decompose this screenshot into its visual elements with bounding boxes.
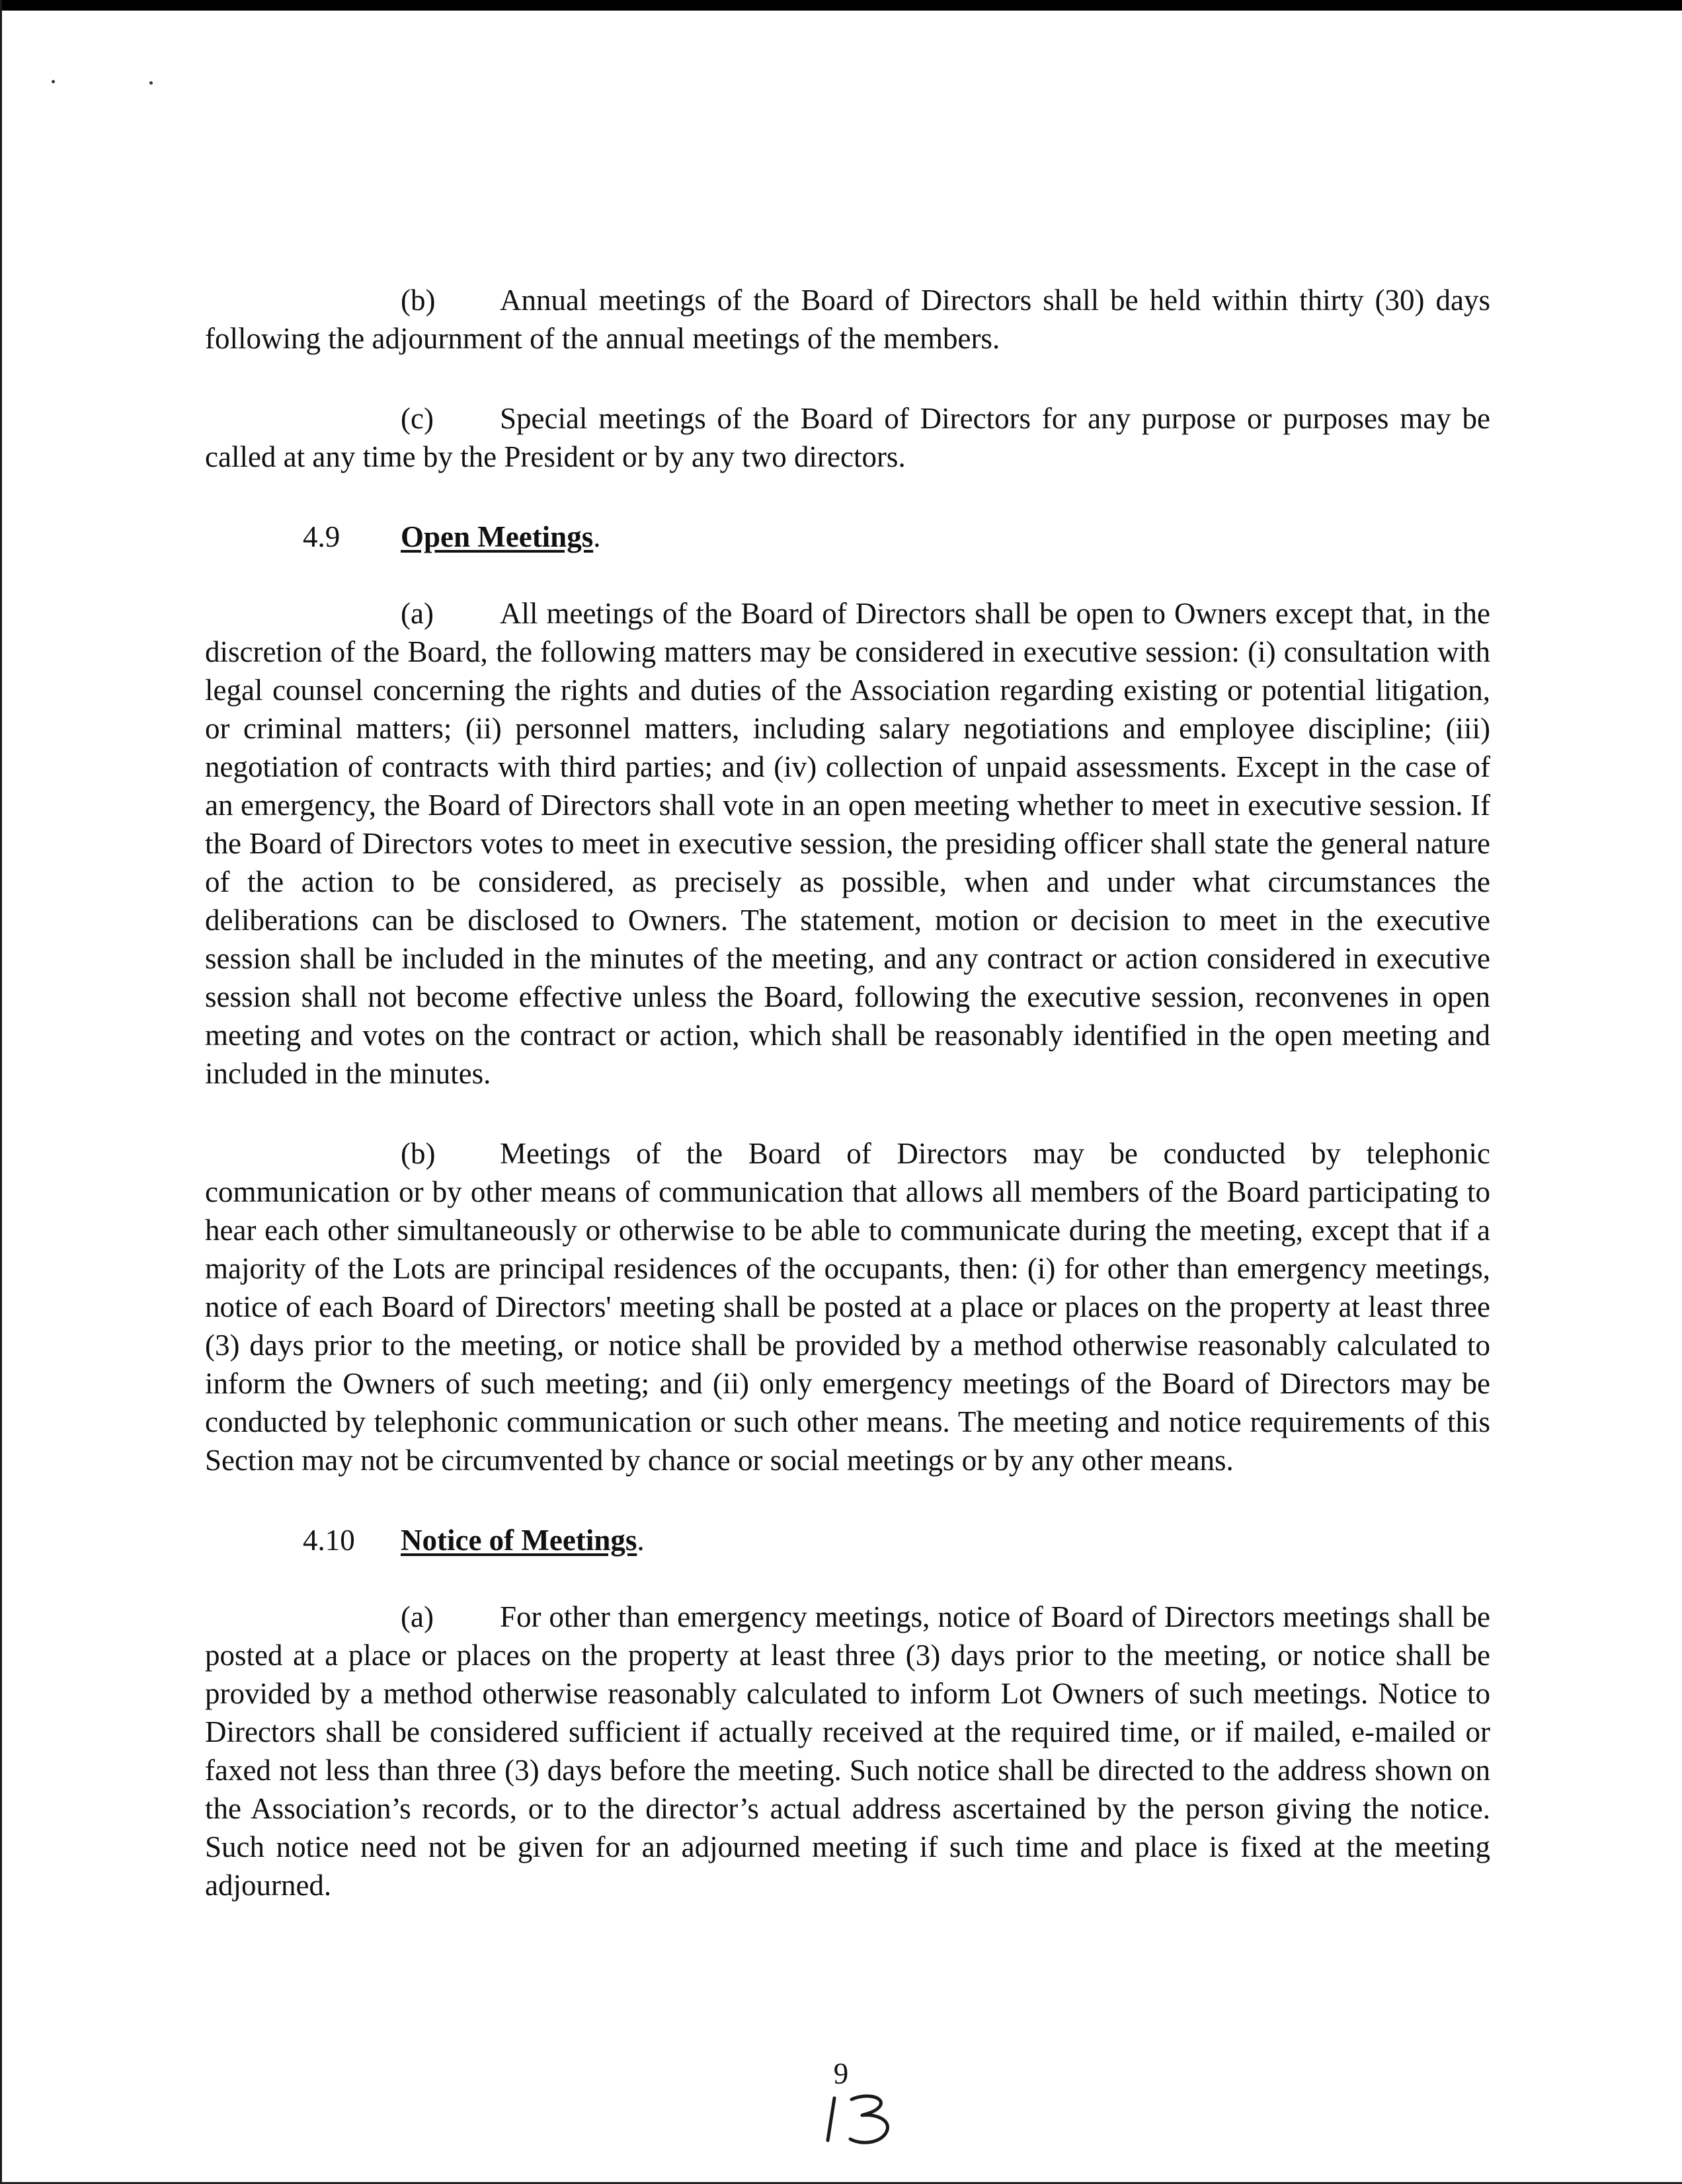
paragraph-label: (a): [401, 1600, 434, 1633]
paragraph-text: All meetings of the Board of Directors shall be open to Owners except that, in the discretion of the Board, the following matters may be considered in executive session: (i) consultation with legal counsel concerning the rights and duties of the Association regarding existing or potential litigation, or criminal matters; (ii) personnel matters, including salary negotiations and employee discipline; (iii) negotiation of contracts with third parties; and (iv) collection of unpaid assessments. Except in the case of an emergency, the Board of Directors shall vote in an open meeting whether to meet in executive session. If the Board of Directors votes to meet in executive session, the presiding officer shall state the general nature of the action to be considered, as precisely as possible, when and under what circumstances the deliberations can be disclosed to Owners. The statement, motion or decision to meet in the executive session shall be included in the minutes of the meeting, and any contract or action considered in executive session shall not become effective unless the Board, following the executive session, reconvenes in open meeting and votes on the contract or action, which shall be reasonably identified in the open meeting and included in the minutes.: [205, 597, 1490, 1090]
paragraph-text: For other than emergency meetings, notice of Board of Directors meetings shall be posted at a place or places on the property at least three (3) days prior to the meeting, or notice shall be provided by a method otherwise reasonably calculated to inform Lot Owners of such meetings. Notice to Directors shall be considered sufficient if actually received at the required time, or if mailed, e-mailed or faxed not less than three (3) days before the meeting. Such notice shall be directed to the address shown on the Association’s records, or to the director’s actual address ascertained by the person giving the notice. Such notice need not be given for an adjourned meeting if such time and place is fixed at the meeting adjourned.: [205, 1600, 1490, 1902]
paragraph-label: (b): [401, 284, 436, 317]
paragraph-4-8-c: [205, 399, 1490, 476]
paragraph-text: Annual meetings of the Board of Directors shall be held within thirty (30) days following the adjournment of the annual meetings of the members.: [205, 284, 1490, 355]
page-number: 9: [833, 2057, 849, 2090]
section-number: 4.9: [303, 520, 340, 553]
paragraph-4-9-a: [205, 594, 1490, 1093]
section-title-punctuation: .: [593, 520, 601, 553]
paragraph-4-8-b: [205, 281, 1490, 358]
section-title: Notice of Meetings: [401, 1524, 637, 1557]
paragraph-label: (b): [401, 1137, 436, 1170]
paragraph-4-10-a: [205, 1598, 1490, 1904]
section-number: 4.10: [303, 1524, 355, 1557]
section-heading-4-9: [205, 518, 1490, 556]
scan-speck: [52, 80, 55, 83]
paragraph-label: (a): [401, 597, 434, 630]
section-heading-4-10: [205, 1521, 1490, 1559]
scan-left-border: [0, 0, 2, 2184]
paragraph-text: Special meetings of the Board of Directors for any purpose or purposes may be called at any time by the President or by any two directors.: [205, 402, 1490, 473]
scan-top-border: [0, 0, 1682, 11]
scan-speck: [149, 81, 153, 85]
paragraph-4-9-b: [205, 1134, 1490, 1479]
section-title-punctuation: .: [637, 1524, 645, 1557]
paragraph-text: Meetings of the Board of Directors may be conducted by telephonic communication or by other means of communication that allows all members of the Board participating to hear each other simultaneously or otherwise to be able to communicate during the meeting, except that if a majority of the Lots are principal residences of the occupants, then: (i) for other than emergency meetings, notice of each Board of Directors' meeting shall be posted at a place or places on the property at least three (3) days prior to the meeting, or notice shall be provided by a method otherwise reasonably calculated to inform the Owners of such meeting; and (ii) only emergency meetings of the Board of Directors may be conducted by telephonic communication or such other means. The meeting and notice requirements of this Section may not be circumvented by chance or social meetings or by any other means.: [205, 1137, 1490, 1477]
paragraph-label: (c): [401, 402, 434, 435]
document-body: [205, 281, 1490, 1904]
handwritten-page-number: [825, 2090, 911, 2150]
section-title: Open Meetings: [401, 520, 594, 553]
